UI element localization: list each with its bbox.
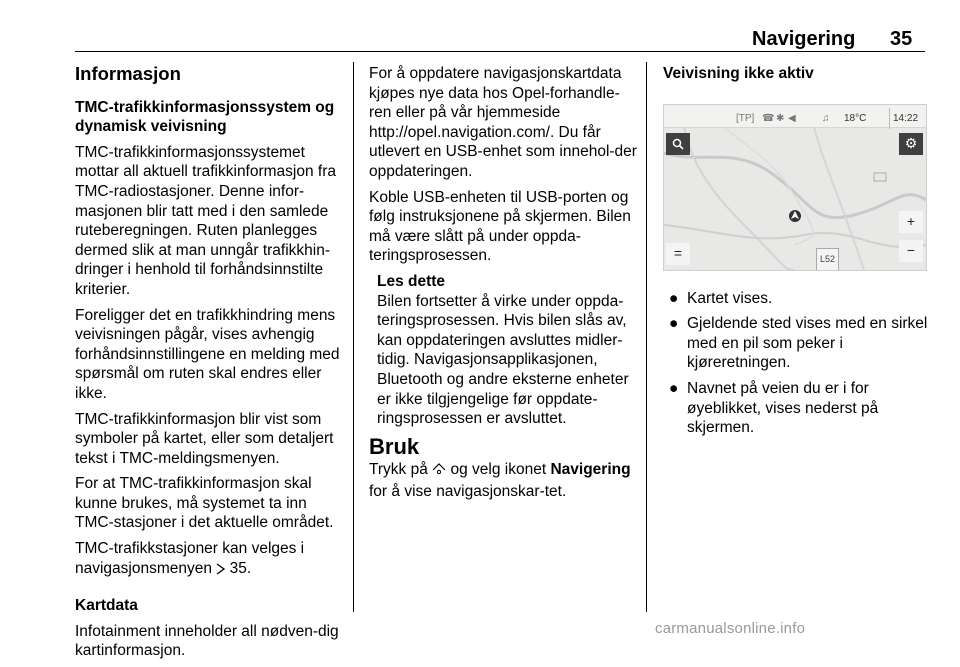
phone-icon: ☎ <box>762 112 775 124</box>
page-reference-icon <box>216 561 225 581</box>
map-canvas <box>664 105 926 270</box>
home-icon <box>432 462 446 482</box>
paragraph: Infotainment inneholder all nødven-dig kartinformasjon. <box>75 622 339 660</box>
bluetooth-icon: ✱ <box>776 112 785 124</box>
bullet-list <box>663 289 928 438</box>
navigation-screen <box>663 104 927 271</box>
section-title-bruk: Bruk <box>369 433 420 459</box>
paragraph-text: og velg ikonet <box>450 461 547 479</box>
list-item <box>663 379 928 438</box>
zoom-out-button[interactable]: − <box>899 240 923 262</box>
paragraph: TMC-trafikkinformasjonssystemet mottar all aktuell trafikkinformasjon fra TMC-radiostasjoner. Denne infor-masjonen blir tatt med i den samlede ruteberegningen. Ruten planlegges dermed slik at man unngår trafikkhin-dringer i henhold til forhåndsinnstilte kriterier. <box>75 143 337 298</box>
paragraph: TMC-trafikkinformasjon blir vist som symboler på kartet, eller som detaljert tekst i TMC-meldingsmenyen. <box>75 410 334 467</box>
list-item <box>663 289 928 309</box>
column-right <box>663 64 928 444</box>
page-reference[interactable]: 35. <box>229 559 252 577</box>
header-rule <box>75 51 925 52</box>
paragraph-text: for å vise navigasjonskar-tet. <box>369 482 567 500</box>
paragraph: Foreligger det en trafikkhindring mens veivisningen pågår, vises avhengig forhåndsinnstillingene en melding med spørsmål om ruten skal endres eller ikke. <box>75 306 340 402</box>
column-left <box>75 64 345 667</box>
zoom-in-button[interactable]: + <box>899 211 923 233</box>
bullet-icon: ● <box>669 289 679 307</box>
note-title: Les dette <box>377 272 446 290</box>
settings-button[interactable] <box>899 133 923 155</box>
paragraph: For at TMC-trafikkinformasjon skal kunne brukes, må systemet ta inn TMC-stasjoner i det aktuelle området. <box>75 475 334 532</box>
music-icon: ♫ <box>822 112 830 124</box>
gear-icon: ⚙ <box>904 134 918 151</box>
paragraph-bruk <box>369 460 637 501</box>
search-icon <box>672 138 684 150</box>
volume-icon: ◀ <box>788 112 796 124</box>
bullet-icon: ● <box>669 379 679 397</box>
column-middle <box>369 64 637 507</box>
paragraph: For å oppdatere navigasjonskartdata kjøpes nye data hos Opel-forhandle-ren eller på vår hjemmeside http://opel.navigation.com/. Du får utlevert en USB-enhet som innehol-der oppdateringen. <box>369 65 637 180</box>
list-item-text: Navnet på veien du er i for øyeblikket, vises nederst på skjermen. <box>687 379 879 437</box>
section-title-informasjon: Informasjon <box>75 63 181 84</box>
note-box <box>369 272 637 429</box>
paragraph-with-reference <box>75 539 345 580</box>
page-number: 35 <box>890 28 913 50</box>
list-item-text: Gjeldende sted vises med en sirkel med en pil som peker i kjøreretningen. <box>687 315 928 372</box>
figure-title: Veivisning ikke aktiv <box>663 65 814 82</box>
list-item <box>663 314 928 373</box>
clock-readout: 14:22 <box>889 108 921 130</box>
subheading-tmc: TMC-trafikkinformasjonssystem og dynamisk veivisning <box>75 98 335 136</box>
tp-indicator: [TP] <box>736 112 755 124</box>
current-position-marker <box>789 210 801 222</box>
bullet-icon: ● <box>669 315 679 333</box>
watermark: carmanualsonline.info <box>655 620 806 637</box>
current-road-label: L52 <box>816 248 839 271</box>
status-bar <box>664 105 926 128</box>
search-button[interactable] <box>666 133 690 155</box>
menu-button[interactable] <box>666 243 690 265</box>
paragraph: Koble USB-enheten til USB-porten og følg instruksjonene på skjermen. Bilen må være slått på under oppda-teringsprosessen. <box>369 188 631 265</box>
menu-icon: = <box>673 244 683 261</box>
navigering-label: Navigering <box>550 461 631 479</box>
paragraph-text: TMC-trafikkstasjoner kan velges i navigasjonsmenyen <box>75 540 305 577</box>
paragraph-text: Trykk på <box>369 461 428 479</box>
temperature-readout: 18°C <box>844 112 867 124</box>
header-title: Navigering <box>752 28 856 50</box>
list-item-text: Kartet vises. <box>687 289 773 307</box>
column-divider-1 <box>353 62 354 612</box>
note-text: Bilen fortsetter å virke under oppda-teringsprosessen. Hvis bilen slås av, kan oppdateringen avsluttes midler-tidig. Navigasjonsapplikasjonen, Bluetooth og andre eksterne enheter er ikke tilgjengelige før oppdate-ringsprosessen er avsluttet. <box>377 292 629 428</box>
column-divider-2 <box>646 62 647 612</box>
subheading-kartdata: Kartdata <box>75 597 138 615</box>
